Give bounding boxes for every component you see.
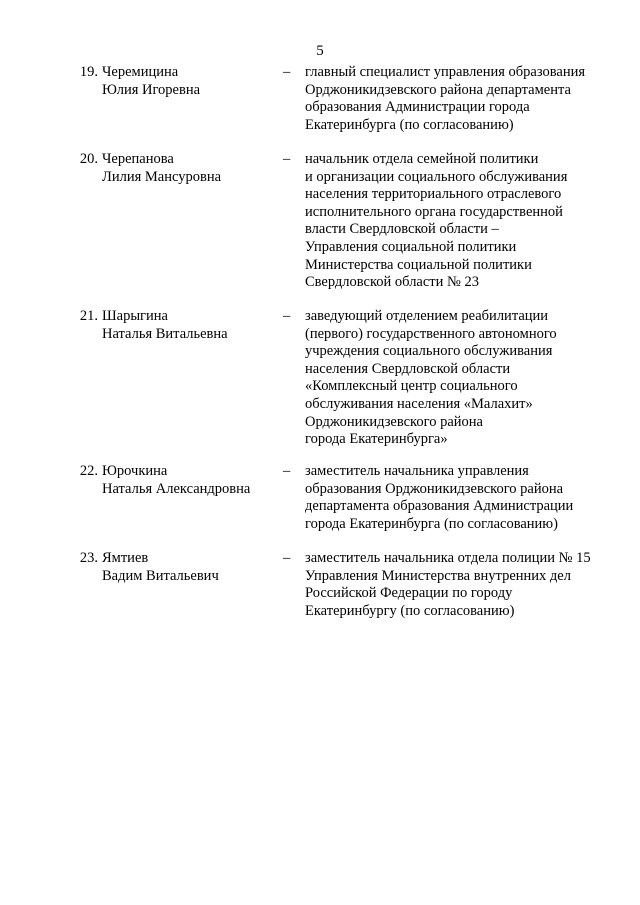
member-name (102, 463, 272, 498)
position-line: города Екатеринбурга (по согласованию) (305, 515, 558, 532)
member-given-names: Юлия Игоревна (102, 81, 201, 98)
item-number: 20. (79, 151, 98, 167)
member-position (305, 64, 615, 134)
item-number: 21. (79, 308, 98, 324)
member-surname: Шарыгина (102, 308, 168, 324)
member-given-names: Лилия Мансуровна (102, 168, 222, 185)
list-item (0, 64, 640, 151)
item-number: 23. (79, 550, 98, 566)
member-name (102, 308, 272, 343)
member-given-names: Вадим Витальевич (102, 567, 219, 584)
list-item (0, 308, 640, 463)
position-line: (первого) государственного автономного (305, 325, 557, 342)
position-line: Свердловской области № 23 (305, 274, 479, 291)
member-position (305, 550, 615, 620)
item-number: 22. (79, 463, 98, 479)
separator-dash: – (283, 64, 291, 80)
member-list (0, 64, 640, 630)
position-line: населения Свердловской области (305, 360, 511, 377)
member-given-names: Наталья Витальевна (102, 325, 228, 342)
member-position (305, 151, 615, 292)
member-name (102, 64, 272, 99)
position-line: учреждения социального обслуживания (305, 343, 553, 360)
separator-dash: – (283, 550, 291, 566)
position-line: и организации социального обслуживания (305, 168, 568, 185)
position-line: обслуживания населения «Малахит» (305, 395, 533, 412)
member-name (102, 151, 272, 186)
page-number: 5 (316, 43, 324, 59)
position-line: образования Орджоникидзевского района (305, 480, 564, 497)
position-line: Орджоникидзевского района (305, 413, 483, 430)
position-line: заведующий отделением реабилитации (305, 308, 549, 324)
member-position (305, 463, 615, 533)
list-item (0, 550, 640, 630)
list-item (0, 151, 640, 308)
position-line: Управления социальной политики (305, 238, 517, 255)
member-position (305, 308, 615, 449)
position-line: Екатеринбурга (по согласованию) (305, 116, 514, 133)
position-line: «Комплексный центр социального (305, 378, 518, 395)
position-line: главный специалист управления образования (305, 64, 586, 80)
position-line: заместитель начальника управления (305, 463, 529, 479)
position-line: Российской Федерации по городу (305, 585, 513, 602)
separator-dash: – (283, 463, 291, 479)
position-line: начальник отдела семейной политики (305, 151, 539, 167)
separator-dash: – (283, 151, 291, 167)
item-number: 19. (79, 64, 98, 80)
member-surname: Юрочкина (102, 463, 168, 479)
position-line: Министерства социальной политики (305, 256, 532, 273)
position-line: исполнительного органа государственной (305, 203, 563, 220)
member-surname: Черепанова (102, 151, 174, 167)
separator-dash: – (283, 308, 291, 324)
position-line: города Екатеринбурга» (305, 431, 448, 448)
list-item (0, 463, 640, 550)
position-line: Орджоникидзевского района департамента (305, 81, 571, 98)
position-line: заместитель начальника отдела полиции № 15 (305, 550, 591, 566)
position-line: образования Администрации города (305, 99, 530, 116)
member-surname: Ямтиев (102, 550, 149, 566)
member-surname: Черемицина (102, 64, 179, 80)
member-given-names: Наталья Александровна (102, 480, 251, 497)
position-line: населения территориального отраслевого (305, 186, 562, 203)
position-line: власти Свердловской области – (305, 221, 499, 238)
position-line: Управления Министерства внутренних дел (305, 567, 571, 584)
member-name (102, 550, 272, 585)
position-line: департамента образования Администрации (305, 498, 574, 515)
position-line: Екатеринбургу (по согласованию) (305, 602, 515, 619)
